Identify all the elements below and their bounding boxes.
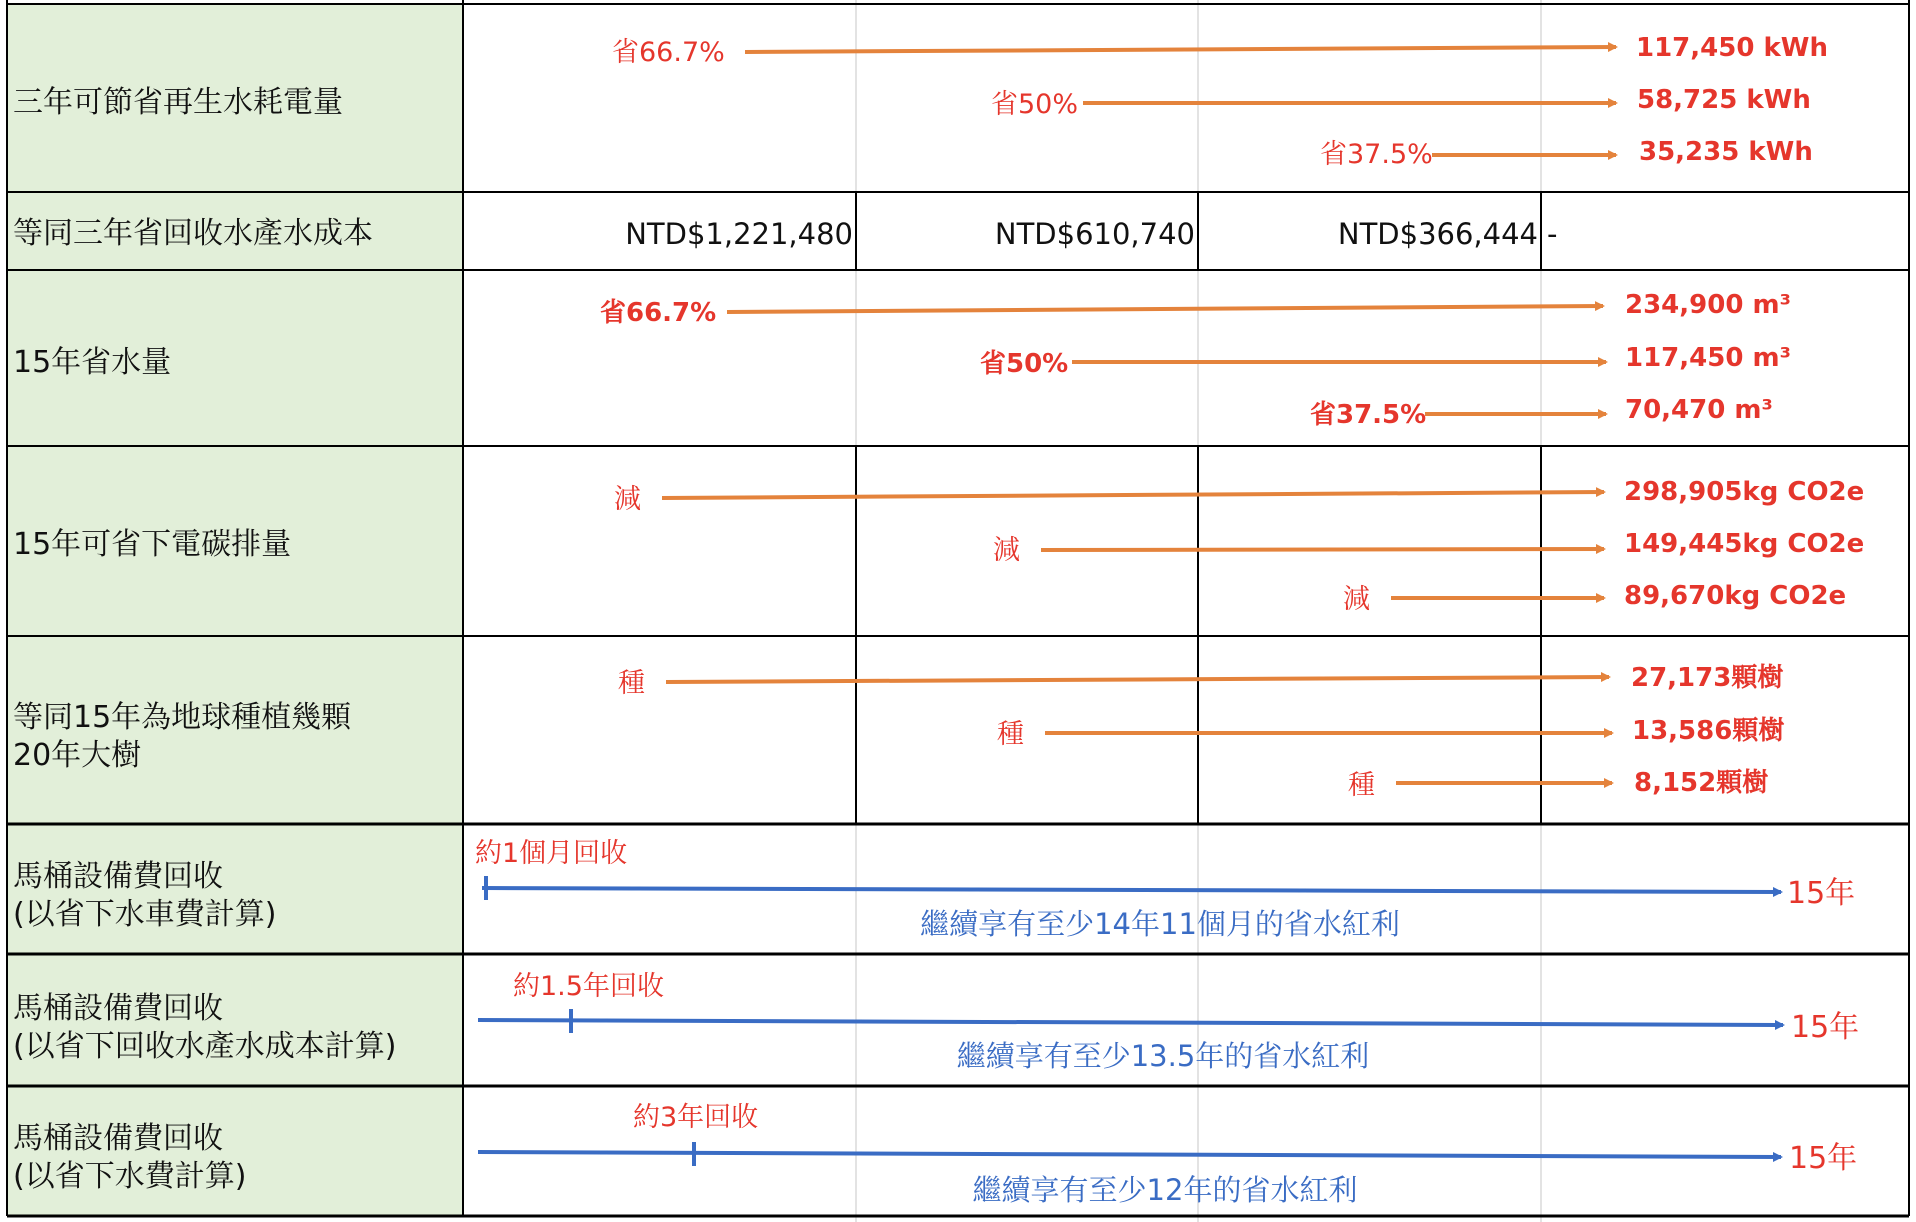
carbon-c-value: 89,670kg CO2e [1624, 581, 1847, 611]
payback-recycle-row [478, 971, 1859, 1073]
electricity-a-arrow [745, 47, 1616, 52]
water-fee-timeline-arrow [478, 1152, 1781, 1157]
water-c-prefix: 省37.5% [1310, 400, 1427, 430]
row-label-water: 15年省水量 [13, 345, 172, 380]
cost-a: NTD$1,221,480 [625, 217, 853, 251]
water-c-value: 70,470 m³ [1625, 395, 1773, 425]
recycle-label: 約1.5年回收 [513, 971, 664, 1002]
water-b-value: 117,450 m³ [1625, 343, 1791, 373]
row-label-recycle-line1: 馬桶設備費回收 [13, 991, 223, 1026]
trees-b-value: 13,586顆樹 [1632, 716, 1785, 746]
cost-b: NTD$610,740 [994, 217, 1195, 251]
row-label-water-fee-line1: 馬桶設備費回收 [13, 1121, 223, 1156]
truck-label: 約1個月回收 [475, 838, 628, 869]
carbon-a-arrow [662, 492, 1604, 498]
electricity-a-value: 117,450 kWh [1636, 33, 1828, 63]
trees-c-prefix: 種 [1348, 770, 1375, 801]
payback-truck-row [475, 838, 1855, 941]
cost-c: NTD$366,444 [1337, 217, 1538, 251]
recycle-note: 繼續享有至少13.5年的省水紅利 [956, 1039, 1370, 1073]
carbon-a-value: 298,905kg CO2e [1624, 477, 1865, 507]
electricity-b-value: 58,725 kWh [1637, 85, 1811, 115]
water-fee-note: 繼續享有至少12年的省水紅利 [972, 1173, 1358, 1207]
water-b-prefix: 省50% [980, 349, 1069, 379]
trees-row [618, 663, 1784, 801]
row-label-truck-line2: (以省下水車費計算) [13, 897, 277, 932]
row-label-water-fee-line2: (以省下水費計算) [13, 1159, 247, 1194]
water-a-arrow [727, 306, 1603, 312]
electricity-c-value: 35,235 kWh [1639, 137, 1813, 167]
recycle-end-label: 15年 [1791, 1010, 1860, 1045]
trees-a-prefix: 種 [618, 668, 645, 699]
carbon-b-value: 149,445kg CO2e [1624, 529, 1865, 559]
truck-timeline-arrow [482, 888, 1781, 892]
cost-row [625, 217, 1557, 251]
carbon-row [614, 477, 1864, 615]
recycle-timeline-arrow [478, 1020, 1783, 1025]
electricity-b-prefix: 省50% [991, 89, 1079, 120]
row-label-trees-line2: 20年大樹 [13, 738, 142, 773]
row-label-carbon: 15年可省下電碳排量 [13, 527, 292, 562]
carbon-b-arrow [1041, 549, 1604, 550]
row-label-trees-line1: 等同15年為地球種植幾顆 [13, 700, 352, 735]
row-label-truck-line1: 馬桶設備費回收 [13, 859, 223, 894]
row-label-cost: 等同三年省回收水產水成本 [13, 216, 373, 251]
electricity-c-prefix: 省37.5% [1320, 139, 1433, 170]
electricity-row [612, 33, 1828, 170]
row-label-recycle-line2: (以省下回收水產水成本計算) [13, 1029, 397, 1064]
payback-water-fee-row [478, 1102, 1857, 1207]
trees-b-prefix: 種 [997, 719, 1024, 750]
trees-a-value: 27,173顆樹 [1631, 663, 1784, 693]
water-a-value: 234,900 m³ [1625, 290, 1791, 320]
carbon-b-prefix: 減 [993, 535, 1020, 566]
electricity-a-prefix: 省66.7% [612, 37, 725, 68]
carbon-c-prefix: 減 [1343, 584, 1370, 615]
water-a-prefix: 省66.7% [600, 298, 717, 328]
trees-a-arrow [666, 677, 1609, 682]
carbon-a-prefix: 減 [614, 484, 641, 515]
truck-note: 繼續享有至少14年11個月的省水紅利 [920, 907, 1400, 941]
truck-end-label: 15年 [1787, 876, 1856, 911]
row-label-electricity: 三年可節省再生水耗電量 [13, 85, 343, 120]
trees-c-value: 8,152顆樹 [1634, 768, 1769, 798]
cost-d: - [1547, 217, 1558, 251]
water-fee-end-label: 15年 [1789, 1141, 1858, 1176]
water-fee-label: 約3年回收 [633, 1102, 759, 1133]
water-row [600, 290, 1791, 430]
